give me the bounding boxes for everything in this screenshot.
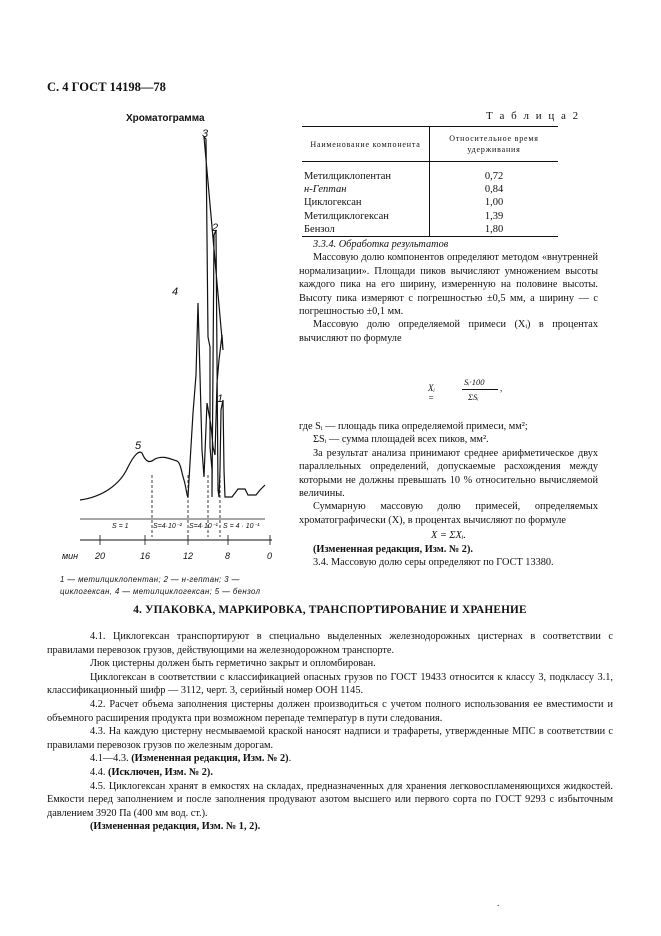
peak-label-1: 1 [217,393,224,405]
table-title: Т а б л и ц а 2 [486,110,581,122]
retention-value: 0,84 [484,184,504,196]
formula-denominator: ΣSᵢ [468,392,479,402]
sens-label-1: S = 1 [112,523,129,530]
where-si: где Sᵢ — площадь пика определяемой примеси, мм²; [299,421,528,432]
para-43: 4.3. На каждую цистерну несмываемой краской наносят надписи и трафареты, утвержденные МПС в соответствии с правилами перевозок грузов по железным дорогам. [47,726,613,751]
tick-20: 20 [95,551,106,561]
axis-unit: мин [62,551,79,561]
table-row [302,196,558,209]
peak-label-3: 3 [202,128,209,140]
peak-label-5: 5 [135,440,142,452]
component-name: Циклогексан [302,196,430,209]
table-row [302,223,558,237]
sens-label-3: S=4·10⁻¹ [189,523,218,530]
amend-334: (Измененная редакция, Изм. № 2). [313,543,473,555]
section-334 [299,238,598,345]
amend-41-43: 4.1—4.3. (Измененная редакция, Изм. № 2). [90,753,292,765]
section-334-heading: 3.3.4. Обработка результатов [313,239,449,250]
component-name: Метилциклогексан [302,210,430,223]
retention-value: 1,00 [484,197,504,209]
section-334-p3: За результат анализа принимают среднее арифметическое двух параллельных определений, допускаемые расхождения между которыми не должны превышать 10 % относительно вычисляемой величины. [299,447,598,500]
table-row [302,183,558,196]
table-header-time: Относительное время удерживания [430,127,559,162]
chromatogram-figure [60,125,285,565]
tick-0: 0 [267,551,273,561]
page-header: С. 4 ГОСТ 14198—78 [47,80,166,94]
peak-label-4: 4 [172,286,179,298]
where-sum: ΣSᵢ — сумма площадей всех пиков, мм². [313,434,489,446]
formula-numerator: Sᵢ·100 [464,377,485,387]
sens-label-4: S = 4 · 10⁻¹ [223,523,260,530]
section-34: 3.4. Массовую долю серы определяют по ГОСТ 13380. [313,557,554,569]
chromatogram-title: Хроматограмма [126,113,205,124]
section-4-body [47,630,613,834]
table-header-name: Наименование компонента [302,127,430,162]
retention-value: 0,72 [484,171,504,182]
chromatogram-caption: 1 — метилциклопентан; 2 — н-гептан; 3 — циклогексан, 4 — метилциклогексан; 5 — бензол [60,575,261,596]
retention-value: 1,39 [484,210,504,222]
formula-lhs: Xᵢ = [428,383,435,403]
formula-x: X = ΣXᵢ. [431,530,466,542]
section-334-cont [299,420,598,569]
tick-12: 12 [183,551,194,561]
component-name: н-Гептан [302,183,430,196]
para-44: 4.4. (Исключен, Изм. № 2). [90,766,213,778]
section-334-p4: Суммарную массовую долю примесей, определяемых хроматографически (X), в процентах вычисляют по формуле [299,501,598,526]
section-334-p2: Массовую долю определяемой примеси (Xᵢ) в процентах вычисляют по формуле [299,319,598,344]
final-amend: (Измененная редакция, Изм. № 1, 2). [90,821,261,833]
footer-mark: . [497,898,500,908]
component-name: Метилциклопентан [302,162,430,184]
retention-value: 1,80 [430,223,559,237]
tick-8: 8 [225,551,231,561]
para-41: 4.1. Циклогексан транспортируют в специально выделенных железнодорожных цистернах в соответствии с правилами перевозок грузов, действующими на железнодорожном транспорте. [47,631,613,656]
sens-label-2: S=4·10⁻² [153,523,182,530]
table-row [302,210,558,223]
para-hatch: Люк цистерны должен быть герметично закрыт и опломбирован. [90,658,376,670]
para-45: 4.5. Циклогексан хранят в емкостях на складах, предназначенных для хранения легковоспламеняющихся жидкостей. Емкости перед заполнением и после заполнения продувают азотом высшего или первого сорта по ГОСТ 9293 с избыточным давлением 3920 Па (400 мм вод. ст.). [47,780,613,819]
peak-label-2: 2 [212,222,219,234]
retention-table [302,126,558,237]
table-row [302,162,558,184]
section-334-p1: Массовую долю компонентов определяют методом «внутренней нормализации». Площади пиков вычисляют умножением высоты каждого пика на его ширину, измеренную на половине высоты. Высоту пика измеряют с погрешностью ±0,5 мм, а ширину — с погрешностью ±0,1 мм. [299,252,598,318]
chromatogram-trace [80,137,265,500]
section-4-heading: 4. УПАКОВКА, МАРКИРОВКА, ТРАНСПОРТИРОВАНИЕ И ХРАНЕНИЕ [133,604,527,616]
para-42: 4.2. Расчет объема заполнения цистерны должен производиться с учетом полного использования ее вместимости и объемного расширения продукта при возможном перепаде температур в пути следования. [47,698,613,724]
para-class: Циклогексан в соответствии с классификацией опасных грузов по ГОСТ 19433 относится к классу 3, подклассу 3.1, классификационный шифр — 3112, черт. 3, серийный номер ООН 1145. [47,671,613,697]
tick-16: 16 [140,551,151,561]
component-name: Бензол [302,223,430,237]
